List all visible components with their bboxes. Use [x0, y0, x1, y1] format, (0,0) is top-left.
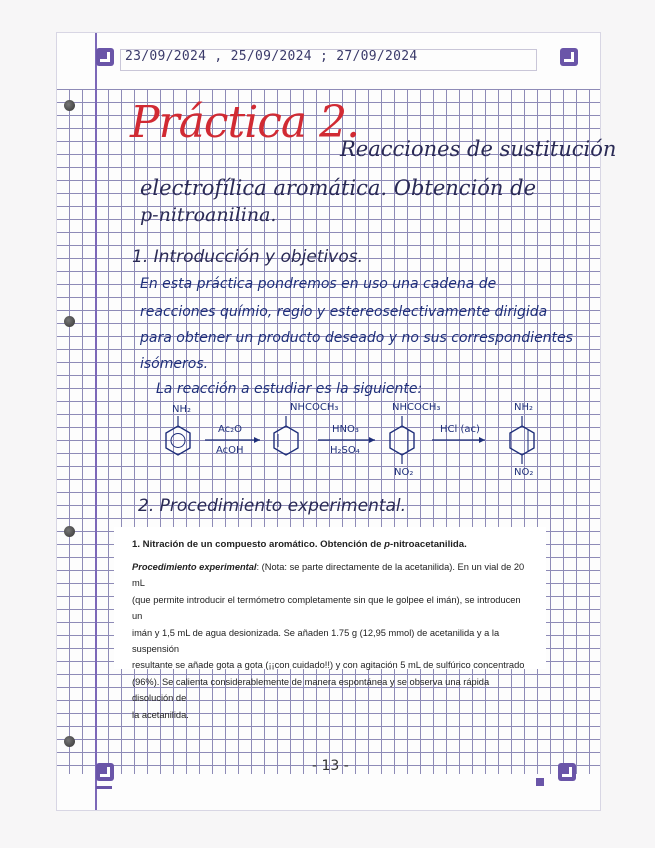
substituent-4: NH₂ — [514, 402, 534, 413]
arrow-1-top: Ac₂O — [218, 424, 243, 435]
intro-line: reacciones químio, regio y estereoselectivamente dirigida — [140, 304, 548, 320]
procedure-line: (que permite introducir el termómetro completamente sin que le golpee el imán), se introducen un — [132, 594, 521, 622]
bottom-group-1: NO₂ — [394, 467, 414, 478]
section-2-heading: 2. Procedimiento experimental. — [138, 496, 407, 516]
arrow-3-top: HCl (ac) — [440, 424, 480, 435]
benzene-ring-icon — [510, 416, 534, 464]
procedure-heading — [132, 539, 530, 550]
section-1-heading: 1. Introducción y objetivos. — [132, 247, 363, 267]
procedure-line: imán y 1,5 mL de agua desionizada. Se añaden 1.75 g (12,95 mmol) de acetanilida y a la suspensión — [132, 627, 500, 655]
title-rest: Reacciones de sustitución — [340, 137, 617, 161]
procedure-line: resultante se añade gota a gota (¡¡con cuidado!!) y con agitación 5 mL de sulfúrico concentrado — [132, 660, 525, 671]
procedure-heading-italic: p — [384, 539, 391, 550]
arrow-2-bottom: H₂SO₄ — [330, 445, 360, 456]
binder-hole-icon — [64, 526, 75, 537]
title-line-3: p-nitroanilina. — [140, 204, 277, 226]
arrow-1-bottom: AcOH — [216, 445, 244, 456]
procedure-line: la acetanilida. — [132, 709, 189, 720]
procedure-body — [132, 559, 530, 723]
procedure-heading-post: -nitroacetanilida. — [390, 539, 467, 550]
binder-hole-icon — [64, 736, 75, 747]
procedure-line: (96%). Se calienta considerablemente de manera espontánea y se observa una rápida disolución de — [132, 676, 490, 704]
corner-marker-icon — [560, 48, 578, 66]
binder-hole-icon — [64, 316, 75, 327]
benzene-ring-icon — [390, 416, 414, 464]
procedure-label: Procedimiento experimental — [132, 562, 257, 572]
binder-hole-icon — [64, 100, 75, 111]
title-line-2: electrofílica aromática. Obtención de — [140, 176, 536, 200]
corner-marker-icon — [558, 763, 576, 781]
benzene-ring-icon — [166, 416, 190, 455]
benzene-ring-icon — [274, 416, 298, 455]
substituent-2: NHCOCH₃ — [290, 402, 339, 413]
margin-line — [95, 33, 97, 810]
corner-square — [536, 778, 544, 786]
title-main: Práctica 2. — [130, 97, 360, 148]
intro-line: para obtener un producto deseado y no sus correspondientes — [140, 330, 573, 346]
footer-band — [57, 774, 600, 810]
printed-procedure — [114, 527, 546, 720]
bottom-group-2: NO₂ — [514, 467, 534, 478]
procedure-heading-pre: 1. Nitración de un compuesto aromático. Obtención de — [132, 539, 385, 550]
intro-line: En esta práctica pondremos en uso una cadena de — [140, 276, 497, 292]
dates: 23/09/2024 , 25/09/2024 ; 27/09/2024 — [125, 49, 418, 64]
arrow-2-top: HNO₃ — [332, 424, 359, 435]
procedure-line-text: : (Nota: se parte directamente de la acetanilida). En un vial de 20 mL — [132, 562, 525, 589]
procedure-line — [132, 559, 530, 592]
corner-marker-icon — [96, 763, 114, 781]
substituent-1: NH₂ — [172, 404, 192, 415]
substituent-3: NHCOCH₃ — [392, 402, 441, 413]
page-number: - 13 - — [312, 758, 349, 774]
corner-marker-icon — [96, 48, 114, 66]
intro-line: isómeros. — [140, 356, 209, 372]
reaction-scheme — [150, 398, 570, 493]
reaction-intro: La reacción a estudiar es la siguiente: — [156, 381, 423, 397]
corner-dash — [96, 786, 112, 789]
